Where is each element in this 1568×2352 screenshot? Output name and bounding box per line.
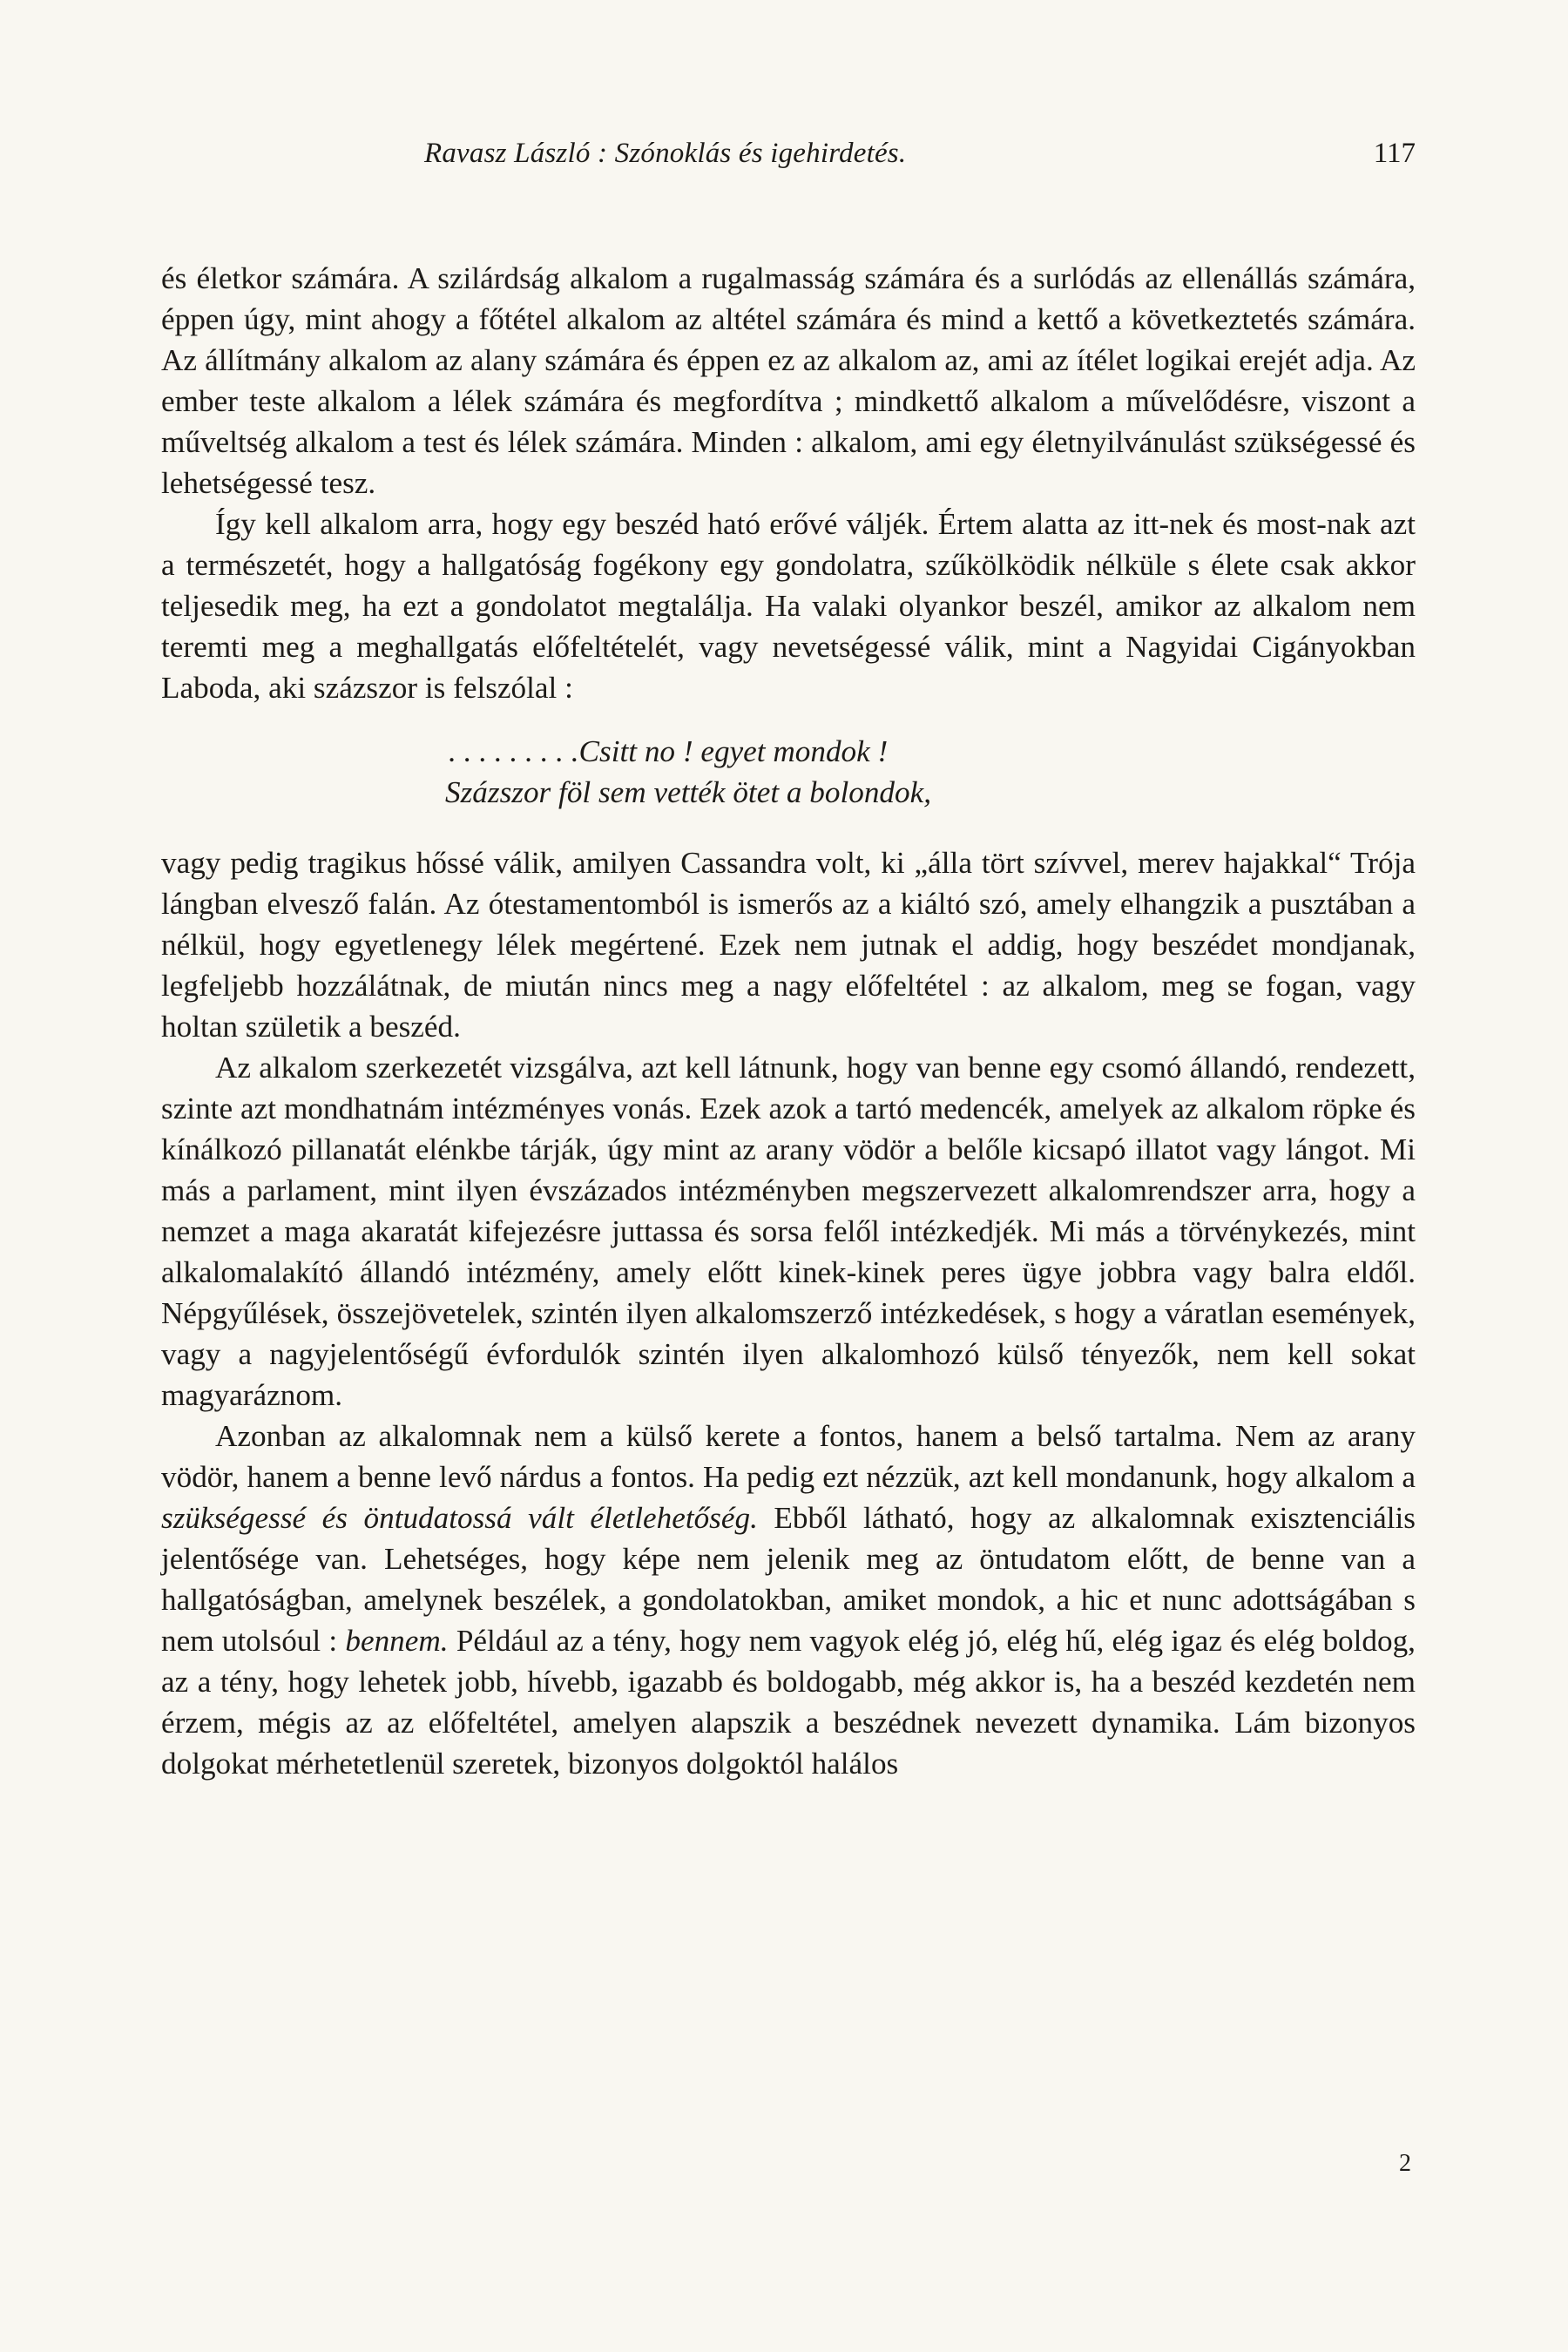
- paragraph-5-text-b: Ebből látható, hogy az alkalomnak exisztenciális jelentősége van. Lehetséges, hogy képe nem jelenik meg az öntudatom előtt, de benne van a hallgatóságban, amelynek beszélek, a gondolatokban, amiket mondok, a hic et nunc adottságában s nem utolsóul :: [161, 1501, 1416, 1658]
- paragraph-4: Az alkalom szerkezetét vizsgálva, azt kell látnunk, hogy van benne egy csomó állandó, rendezett, szinte azt mondhatnám intézményes vonás. Ezek azok a tartó medencék, amelyek az alkalom röpke és kínálkozó pillanatát elénkbe tárják, úgy mint az arany vödör a belőle kicsapó illatot vagy lángot. Mi más a parlament, mint ilyen évszázados intézményben megszervezett alkalomrendszer arra, hogy a nemzet a maga akaratát kifejezésre juttassa és sorsa felől intézkedjék. Mi más a törvénykezés, mint alkalomalakító állandó intézmény, amely előtt kinek-kinek peres ügye jobbra vagy balra eldől. Népgyűlések, összejövetelek, szintén ilyen alkalomszerző intézkedések, s hogy a váratlan események, vagy a nagyjelentőségű évfordulók szintén ilyen alkalomhozó külső tényezők, nem kell sokat magyaráznom.: [161, 1051, 1416, 1412]
- verse-line-2: Százszor föl sem vették ötet a bolondok,: [445, 775, 932, 809]
- verse-quotation: [161, 731, 1416, 813]
- paragraph-5-text-c: Például az a tény, hogy nem vagyok elég jó, elég hű, elég igaz és elég boldog, az a tény, hogy lehetek jobb, hívebb, igazabb és boldogabb, még akkor is, ha a beszéd kezdetén nem érzem, mégis az az előfeltétel, amelyen alapszik a beszédnek nevezett dynamika. Lám bizonyos dolgokat mérhetetlenül szeretek, bizonyos dolgoktól halálos: [161, 1624, 1416, 1781]
- paragraph-5-emphasis-1: szükségessé és öntudatossá vált életlehetőség.: [161, 1501, 758, 1535]
- paragraph-5-emphasis-2: bennem.: [345, 1624, 449, 1658]
- running-title: Ravasz László : Szónoklás és igehirdetés.: [424, 138, 907, 169]
- page-number: 117: [1373, 138, 1416, 169]
- paragraph-2: Így kell alkalom arra, hogy egy beszéd ható erővé váljék. Értem alatta az itt-nek és most-nak azt a természetét, hogy a hallgatóság fogékony egy gondolatra, szűkölködik nélküle s élete csak akkor teljesedik meg, ha ezt a gondolatot megtalálja. Ha valaki olyankor beszél, amikor az alkalom nem teremti meg a meghallgatás előfeltételét, vagy nevetségessé válik, mint a Nagyidai Cigányokban Laboda, aki százszor is felszólal :: [161, 507, 1416, 705]
- paragraph-5: [161, 1416, 1416, 1784]
- verse-line-1: . . . . . . . . .Csitt no ! egyet mondok !: [449, 734, 889, 768]
- signature-mark: 2: [1399, 2150, 1411, 2177]
- paragraph-5-text-a: Azonban az alkalomnak nem a külső kerete a fontos, hanem a belső tartalma. Nem az arany vödör, hanem a benne levő nárdus a fontos. Ha pedig ezt nézzük, azt kell mondanunk, hogy alkalom a: [161, 1419, 1416, 1494]
- body-text: [161, 258, 1416, 1784]
- page-header: [161, 138, 1416, 181]
- paragraph-3: vagy pedig tragikus hőssé válik, amilyen Cassandra volt, ki „álla tört szívvel, merev hajakkal“ Trója lángban elvesző falán. Az ótestamentomból is ismerős az a kiáltó szó, amely elhangzik a pusztában a nélkül, hogy egyetlenegy lélek megértené. Ezek nem jutnak el addig, hogy beszédet mondjanak, legfeljebb hozzálátnak, de miután nincs meg a nagy előfeltétel : az alkalom, meg se fogan, vagy holtan születik a beszéd.: [161, 846, 1416, 1044]
- paragraph-1: és életkor számára. A szilárdság alkalom a rugalmasság számára és a surlódás az ellenállás számára, éppen úgy, mint ahogy a főtétel alkalom az altétel számára és mind a kettő a következtetés számára. Az állítmány alkalom az alany számára és éppen ez az alkalom az, ami az ítélet logikai erejét adja. Az ember teste alkalom a lélek számára és megfordítva ; mindkettő alkalom a művelődésre, viszont a műveltség alkalom a test és lélek számára. Minden : alkalom, ami egy életnyilvánulást szükségessé és lehetségessé tesz.: [161, 261, 1416, 500]
